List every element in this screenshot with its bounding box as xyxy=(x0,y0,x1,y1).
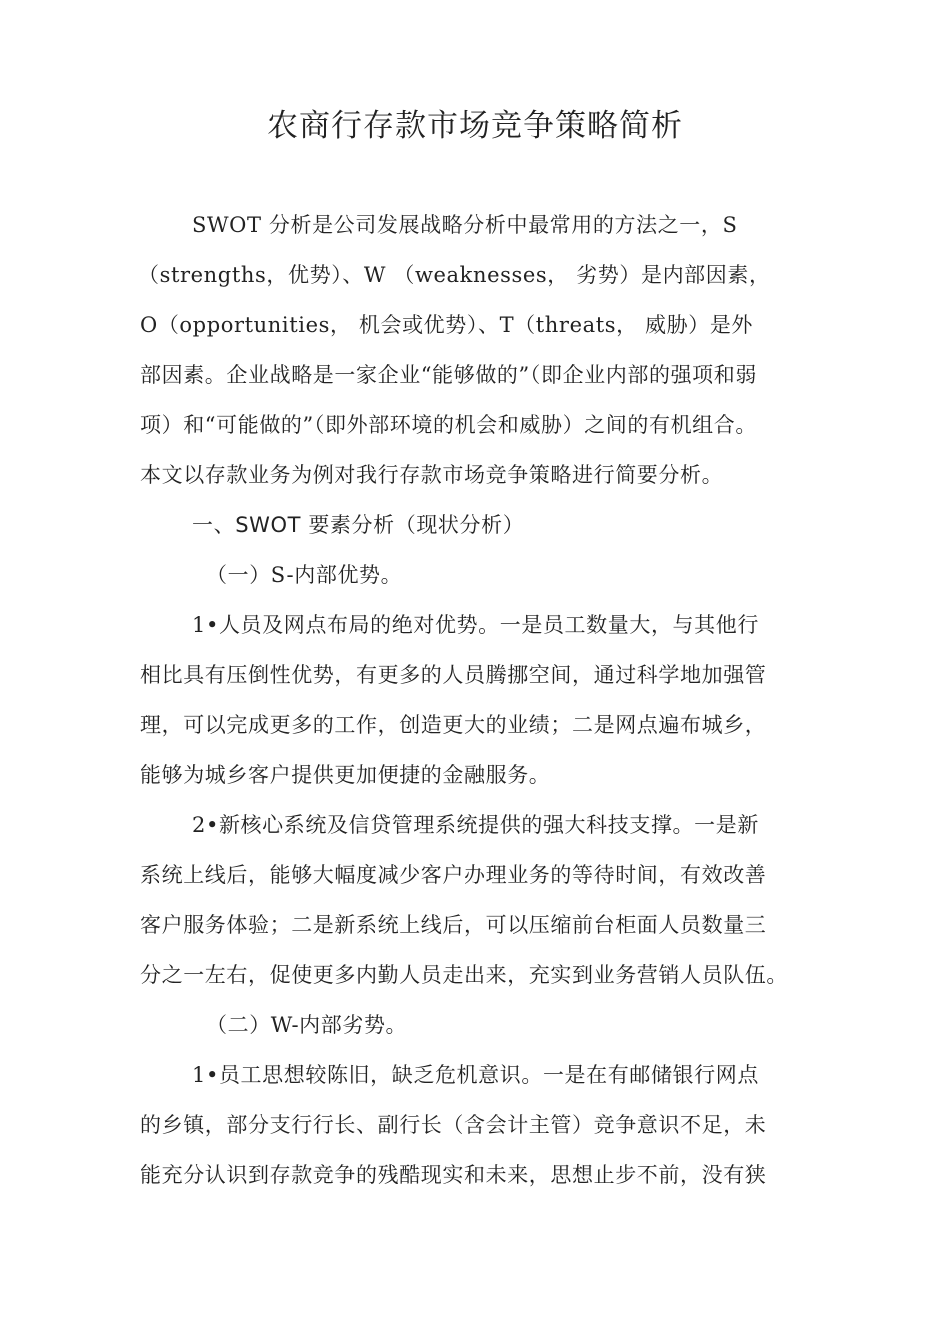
intro-line-1: SWOT 分析是公司发展战略分析中最常用的方法之一，S xyxy=(192,213,738,237)
document-body xyxy=(140,200,830,1200)
weakness-1-line-2: 的乡镇，部分支行行长、副行长（含会计主管）竞争意识不足，未 xyxy=(140,1113,767,1137)
strength-1-line-2: 相比具有压倒性优势，有更多的人员腾挪空间，通过科学地加强管 xyxy=(140,663,767,687)
intro-line-2: （strengths，优势）、W （weaknesses， 劣势）是内部因素， xyxy=(138,263,771,287)
intro-line-4: 部因素。企业战略是一家企业“能够做的”（即企业内部的强项和弱 xyxy=(140,363,757,387)
intro-line-5: 项）和“可能做的”（即外部环境的机会和威胁）之间的有机组合。 xyxy=(140,413,757,437)
weakness-1-line-1: 1•员工思想较陈旧，缺乏危机意识。一是在有邮储银行网点 xyxy=(192,1063,759,1087)
subsection-heading-weaknesses: （二）W-内部劣势。 xyxy=(206,1013,408,1037)
strength-2-line-2: 系统上线后，能够大幅度减少客户办理业务的等待时间，有效改善 xyxy=(140,863,767,887)
strength-1-line-1: 1•人员及网点布局的绝对优势。一是员工数量大，与其他行 xyxy=(192,613,759,637)
strength-1-line-3: 理，可以完成更多的工作，创造更大的业绩；二是网点遍布城乡， xyxy=(140,713,767,737)
subsection-heading-strengths: （一）S-内部优势。 xyxy=(206,563,403,587)
strength-2-line-4: 分之一左右，促使更多内勤人员走出来，充实到业务营销人员队伍。 xyxy=(140,963,788,987)
document-title: 农商行存款市场竞争策略简析 xyxy=(267,108,683,144)
strength-1-line-4: 能够为城乡客户提供更加便捷的金融服务。 xyxy=(140,763,551,787)
strength-2-line-3: 客户服务体验；二是新系统上线后，可以压缩前台柜面人员数量三 xyxy=(140,913,767,937)
section-heading-swot: 一、SWOT 要素分析（现状分析） xyxy=(192,513,525,537)
intro-line-6: 本文以存款业务为例对我行存款市场竞争策略进行简要分析。 xyxy=(140,463,724,487)
strength-2-line-1: 2•新核心系统及信贷管理系统提供的强大科技支撑。一是新 xyxy=(192,813,759,837)
intro-line-3: O（opportunities， 机会或优势）、T（threats， 威胁）是外 xyxy=(140,313,754,337)
weakness-1-line-3: 能充分认识到存款竞争的残酷现实和未来，思想止步不前，没有狭 xyxy=(140,1163,767,1187)
